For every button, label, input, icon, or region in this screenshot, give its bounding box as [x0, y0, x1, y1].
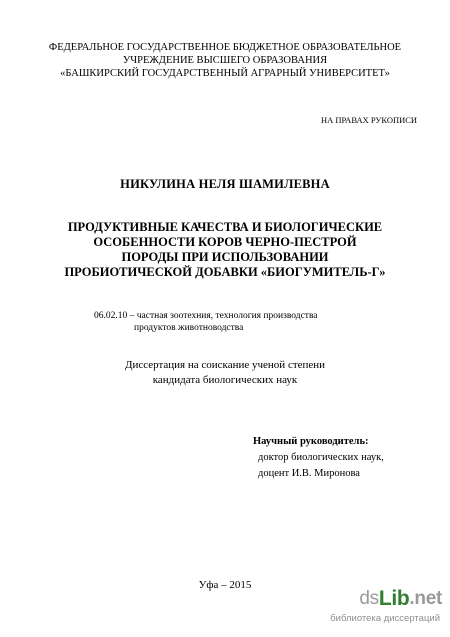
title-line-1: ПРОДУКТИВНЫЕ КАЧЕСТВА И БИОЛОГИЧЕСКИЕ: [67, 220, 383, 234]
dslib-logo: [359, 587, 442, 611]
supervisor-heading: Научный руководитель:: [253, 436, 369, 447]
institution-line-2: УЧРЕЖДЕНИЕ ВЫСШЕГО ОБРАЗОВАНИЯ: [122, 55, 328, 66]
logo-part-ds: ds: [359, 588, 379, 609]
supervisor-name: доцент И.В. Миронова: [258, 468, 360, 479]
logo-part-lib: Lib: [378, 587, 410, 610]
watermark-subtitle: библиотека диссертаций: [330, 613, 440, 624]
author-name: НИКУЛИНА НЕЛЯ ШАМИЛЕВНА: [120, 177, 330, 191]
dissertation-title: [0, 220, 450, 280]
specialty-line-2: продуктов животноводства: [134, 322, 244, 333]
degree-line-1: Диссертация на соискание ученой степени: [124, 359, 326, 371]
institution-line-1: ФЕДЕРАЛЬНОЕ ГОСУДАРСТВЕННОЕ БЮДЖЕТНОЕ ОБРАЗОВАТЕЛЬНОЕ: [48, 42, 402, 53]
title-line-2: ОСОБЕННОСТИ КОРОВ ЧЕРНО-ПЕСТРОЙ: [93, 235, 357, 249]
city-year: Уфа – 2015: [198, 579, 252, 591]
specialty-line-1: 06.02.10 – частная зоотехния, технология производства: [94, 311, 318, 321]
manuscript-note: НА ПРАВАХ РУКОПИСИ: [321, 115, 418, 125]
logo-part-net: .net: [409, 588, 442, 609]
title-line-3: ПОРОДЫ ПРИ ИСПОЛЬЗОВАНИИ: [121, 250, 329, 264]
institution-header: [0, 41, 450, 80]
degree-line-2: кандидата биологических наук: [152, 373, 298, 386]
supervisor-block: [253, 434, 384, 482]
degree-statement: [0, 358, 450, 387]
supervisor-degree: доктор биологических наук,: [258, 452, 384, 463]
institution-line-3: «БАШКИРСКИЙ ГОСУДАРСТВЕННЫЙ АГРАРНЫЙ УНИВЕРСИТЕТ»: [60, 68, 390, 79]
dslib-watermark: [330, 587, 444, 631]
specialty: [94, 311, 364, 334]
title-line-4: ПРОБИОТИЧЕСКОЙ ДОБАВКИ «БИОГУМИТЕЛЬ-Г»: [64, 265, 386, 279]
